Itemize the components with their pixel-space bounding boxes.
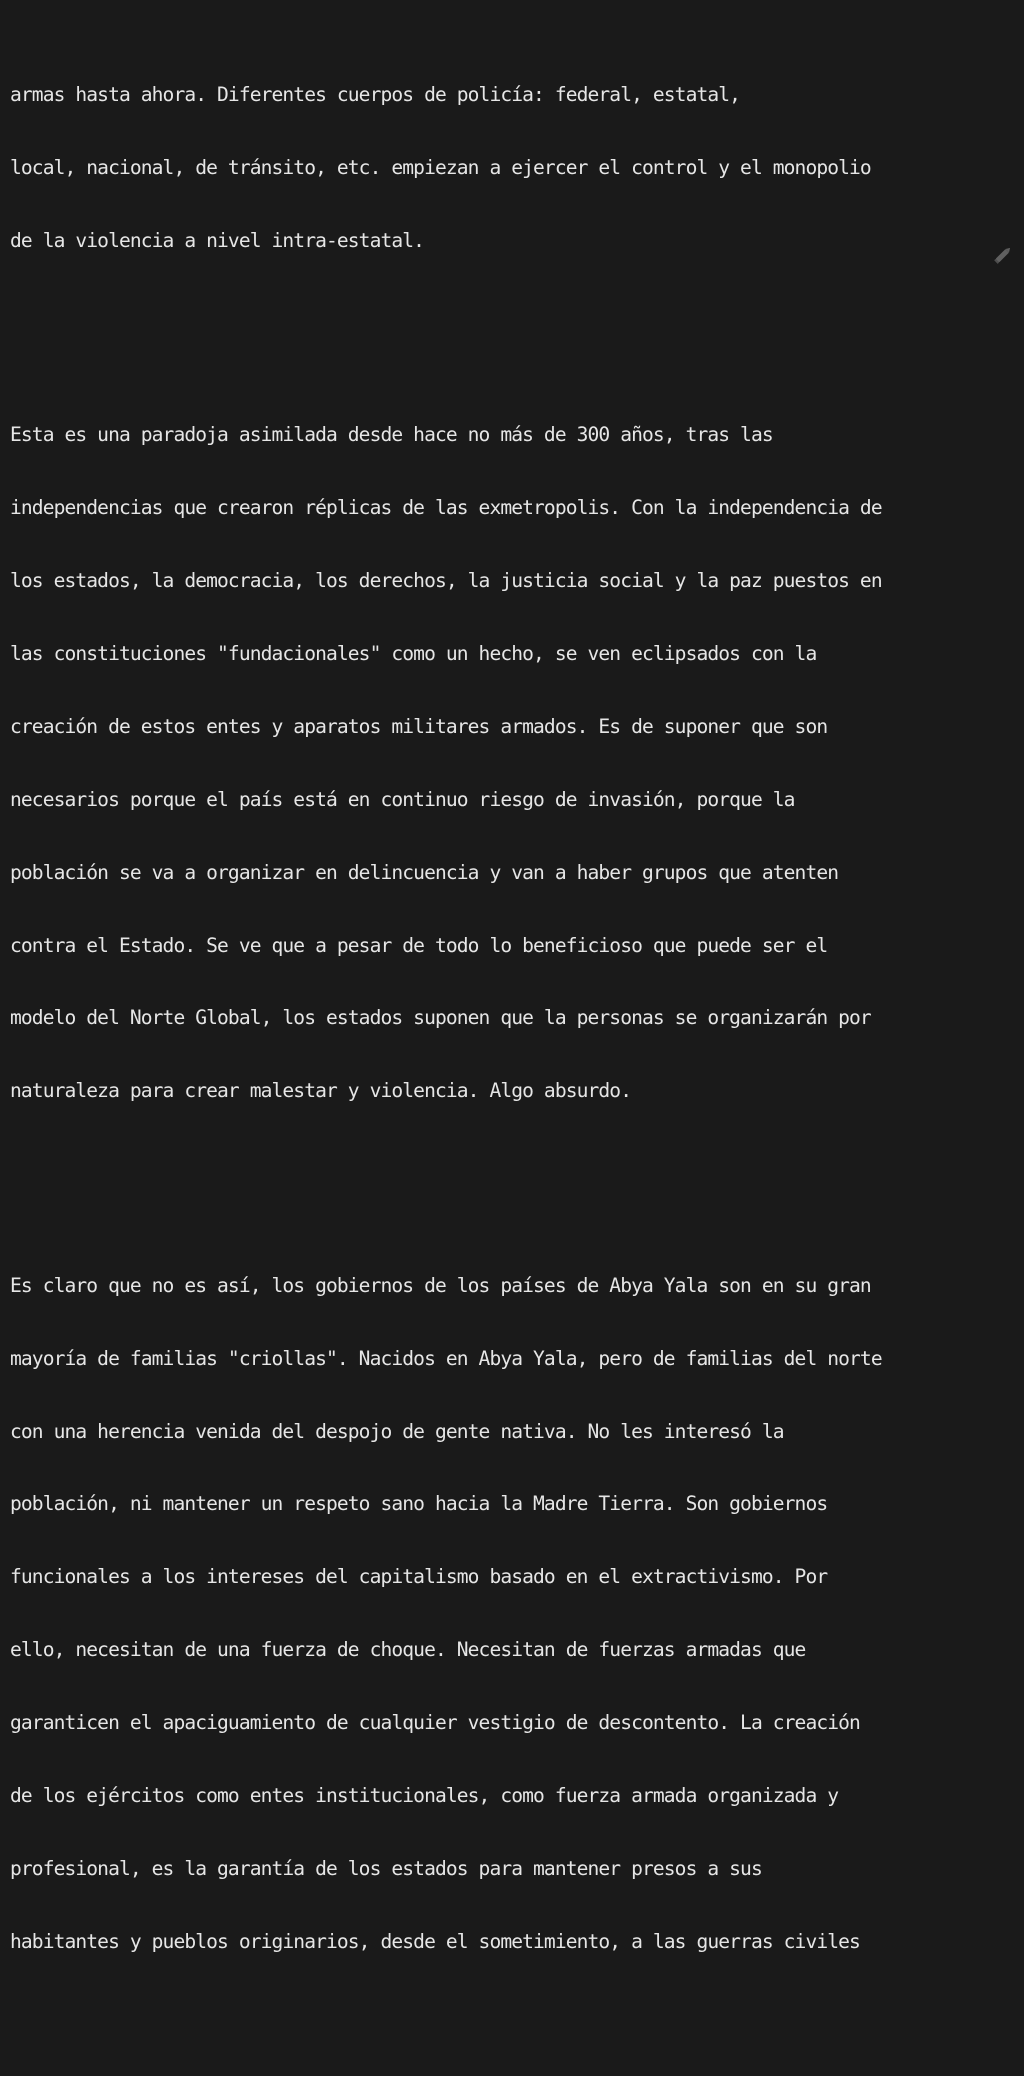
text-line: mayoría de familias "criollas". Nacidos en Abya Yala, pero de familias del norte — [10, 1346, 882, 1370]
text-line: necesarios porque el país está en continuo riesgo de invasión, porque la — [10, 787, 795, 811]
text-line: armas hasta ahora. Diferentes cuerpos de policía: federal, estatal, — [10, 83, 741, 107]
text-line: los estados, la democracia, los derechos, la justicia social y la paz puestos en — [10, 569, 882, 593]
text-line: creación de estos entes y aparatos militares armados. Es de suponer que son — [10, 714, 828, 738]
paragraph-2 — [10, 375, 1020, 1153]
text-line: funcionales a los intereses del capitalismo basado en el extractivismo. Por — [10, 1565, 828, 1589]
text-line: las constituciones "fundacionales" como un hecho, se ven eclipsados con la — [10, 642, 817, 666]
text-line: Esta es una paradoja asimilada desde hace no más de 300 años, tras las — [10, 423, 773, 447]
text-line: ello, necesitan de una fuerza de choque. Necesitan de fuerzas armadas que — [10, 1638, 806, 1662]
text-line: contra el Estado. Se ve que a pesar de todo lo beneficioso que puede ser el — [10, 933, 828, 957]
text-line: Es claro que no es así, los gobiernos de los países de Abya Yala son en su gran — [10, 1273, 871, 1297]
text-line: naturaleza para crear malestar y violencia. Algo absurdo. — [10, 1079, 632, 1103]
text-line: modelo del Norte Global, los estados suponen que la personas se organizarán por — [10, 1006, 871, 1030]
document-text[interactable] — [10, 0, 1020, 2076]
text-line: independencias que crearon réplicas de las exmetropolis. Con la independencia de — [10, 496, 882, 520]
text-line: de los ejércitos como entes institucionales, como fuerza armada organizada y — [10, 1783, 839, 1807]
text-line: población, ni mantener un respeto sano hacia la Madre Tierra. Son gobiernos — [10, 1492, 828, 1516]
edit-handle[interactable] — [988, 240, 1018, 270]
text-line: población se va a organizar en delincuencia y van a haber grupos que atenten — [10, 860, 839, 884]
paragraph-3 — [10, 1225, 1020, 2003]
text-line: con una herencia venida del despojo de gente nativa. No les interesó la — [10, 1419, 784, 1443]
text-line: profesional, es la garantía de los estados para mantener presos a sus — [10, 1856, 762, 1880]
pencil-icon — [990, 242, 1016, 268]
text-line: habitantes y pueblos originarios, desde el sometimiento, a las guerras civiles — [10, 1929, 860, 1953]
text-line: local, nacional, de tránsito, etc. empiezan a ejercer el control y el monopolio — [10, 156, 871, 180]
paragraph-1 — [10, 35, 1020, 302]
text-line: garanticen el apaciguamiento de cualquier vestigio de descontento. La creación — [10, 1711, 860, 1735]
text-line: de la violencia a nivel intra-estatal. — [10, 228, 425, 252]
